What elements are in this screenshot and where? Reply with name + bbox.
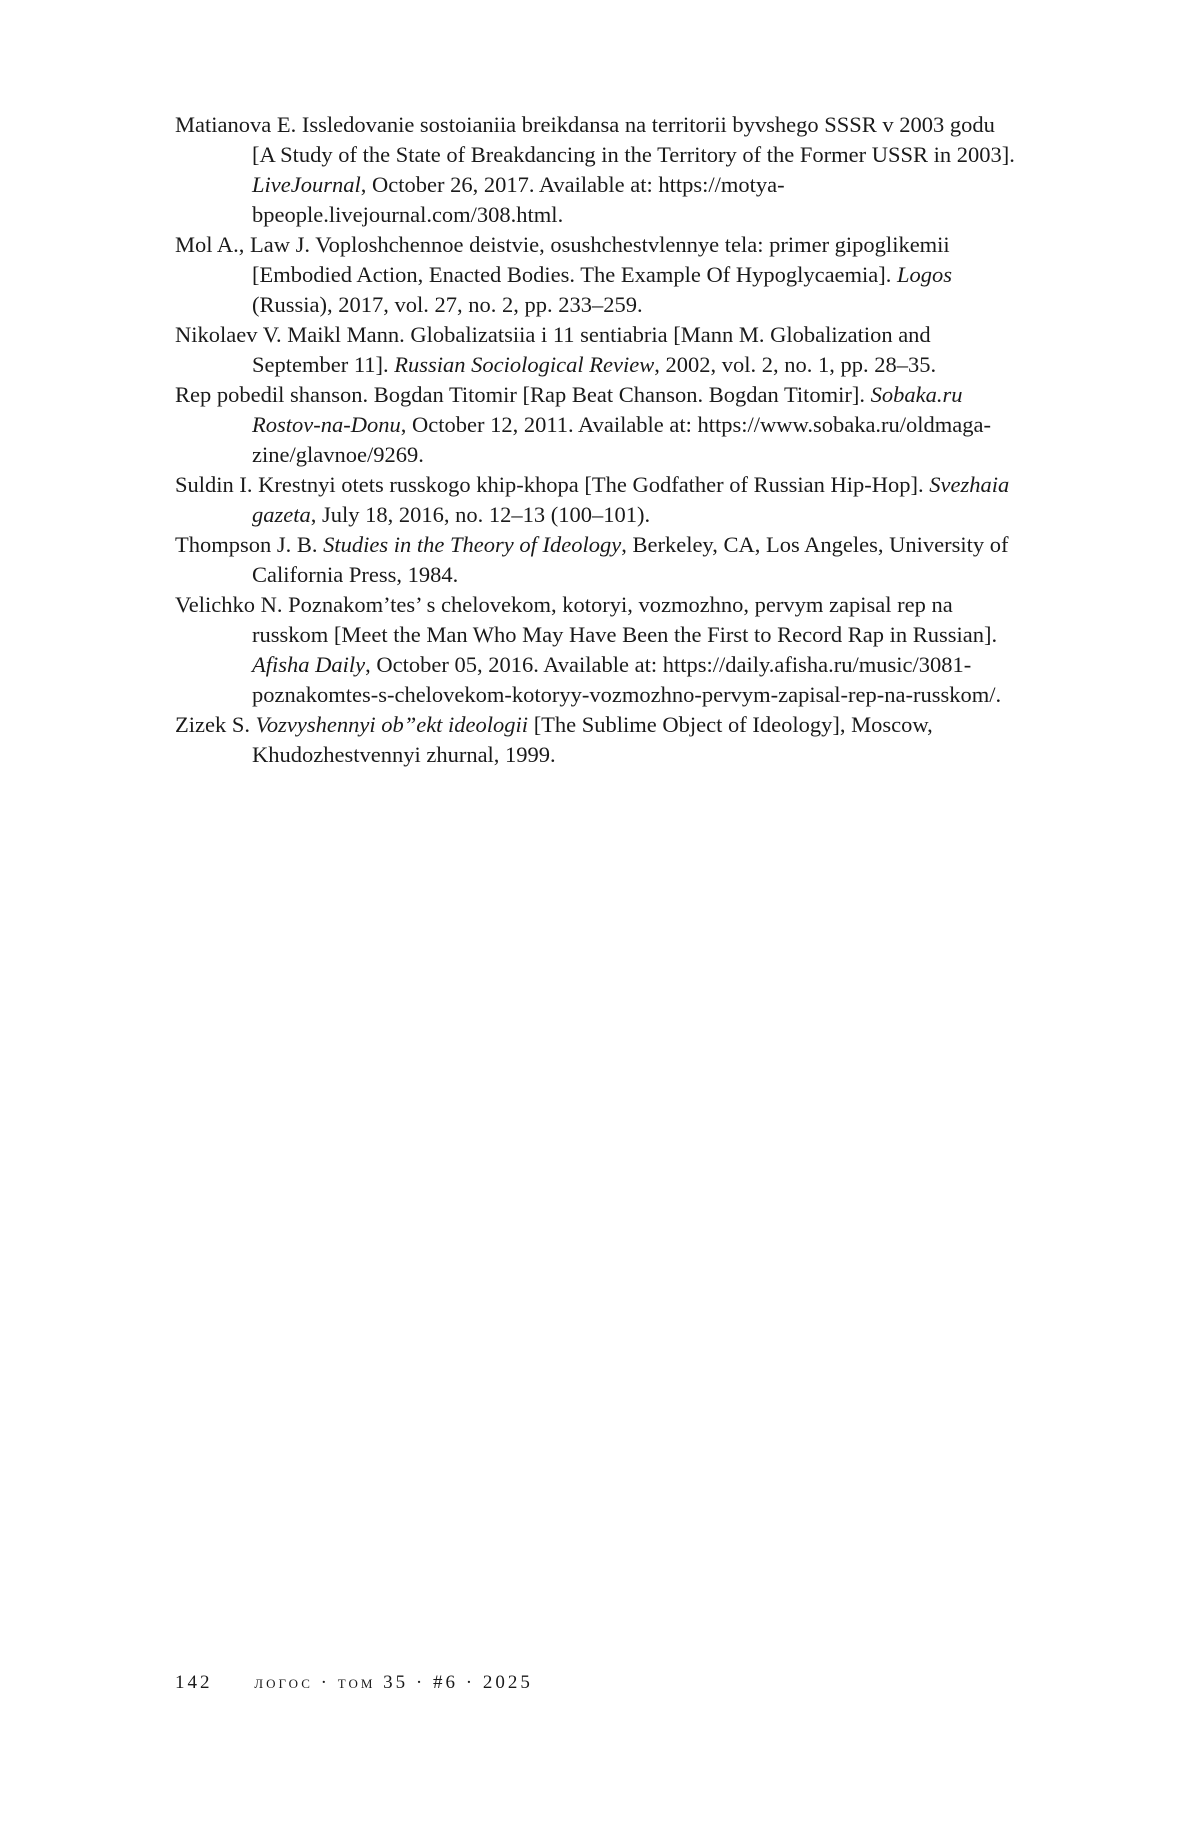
reference-text: Mol A., Law J. Voploshchennoe deistvie, osushchestvlennye tela: primer gipoglikemii [Embodied Action, Enacted Bodies. The Example Of Hypoglycaemia]. — [175, 232, 950, 287]
reference-text: Velichko N. Poznakom’tes’ s chelovekom, kotoryi, vozmozhno, pervym zapisal rep na russkom [Meet the Man Who May Have Been the First to Record Rap in Russian]. — [175, 592, 998, 647]
reference-entry — [175, 320, 1015, 380]
reference-title-italic: Vozvyshennyi ob”ekt ideologii — [255, 712, 529, 737]
page-number: 142 — [175, 1672, 213, 1693]
reference-text: Rep pobedil shanson. Bogdan Titomir [Rap Beat Chanson. Bogdan Titomir]. — [175, 382, 871, 407]
journal-running-footer: логос · том 35 · #6 · 2025 — [254, 1672, 533, 1693]
reference-title-italic: Studies in the Theory of Ideology — [323, 532, 622, 557]
reference-entry — [175, 110, 1015, 230]
reference-text: , October 12, 2011. Available at: https://www.sobaka.ru/oldmaga-zine/glavnoe/9269. — [252, 412, 992, 467]
reference-text: Suldin I. Krestnyi otets russkogo khip-khopa [The Godfather of Russian Hip-Hop]. — [175, 472, 930, 497]
reference-entry — [175, 230, 1015, 320]
reference-text: , July 18, 2016, no. 12–13 (100–101). — [310, 502, 651, 527]
reference-text: , October 05, 2016. Available at: https://daily.afisha.ru/music/3081-poznakomtes-s-chelovekom-kotoryy-vozmozhno-pervym-zapisal-rep-na-russkom/. — [252, 652, 1002, 707]
reference-text: [The Sublime Object of Ideology], Moscow, Khudozhestvennyi zhurnal, 1999. — [252, 712, 933, 767]
reference-title-italic: Svezhaia gazeta — [252, 472, 1010, 527]
reference-text: Matianova E. Issledovanie sostoianiia breikdansa na territorii byvshego SSSR v 2003 godu [A Study of the State of Breakdancing in the Territory of the Former USSR in 2003]. — [175, 112, 1015, 167]
reference-text: , October 26, 2017. Available at: https://motya-bpeople.livejournal.com/308.html. — [252, 172, 785, 227]
reference-entry — [175, 530, 1015, 590]
reference-title-italic: LiveJournal — [252, 172, 361, 197]
reference-title-italic: Afisha Daily — [252, 652, 366, 677]
reference-entry — [175, 470, 1015, 530]
reference-title-italic: Russian Sociological Review — [394, 352, 655, 377]
reference-entry — [175, 590, 1015, 710]
reference-text: , 2002, vol. 2, no. 1, pp. 28–35. — [654, 352, 937, 377]
page-footer — [175, 1672, 533, 1694]
reference-title-italic: Sobaka.ru Rostov-na-Donu — [252, 382, 963, 437]
reference-text: Nikolaev V. Maikl Mann. Globalizatsiia i 11 sentiabria [Mann M. Globalization and September 11]. — [175, 322, 931, 377]
reference-entry — [175, 710, 1015, 770]
reference-title-italic: Logos — [897, 262, 953, 287]
reference-text: (Russia), 2017, vol. 27, no. 2, pp. 233–259. — [252, 292, 643, 317]
reference-text: Thompson J. B. — [175, 532, 324, 557]
reference-text: Zizek S. — [175, 712, 256, 737]
reference-entry — [175, 380, 1015, 470]
reference-list — [175, 110, 1015, 770]
reference-text: , Berkeley, CA, Los Angeles, University of California Press, 1984. — [252, 532, 1009, 587]
